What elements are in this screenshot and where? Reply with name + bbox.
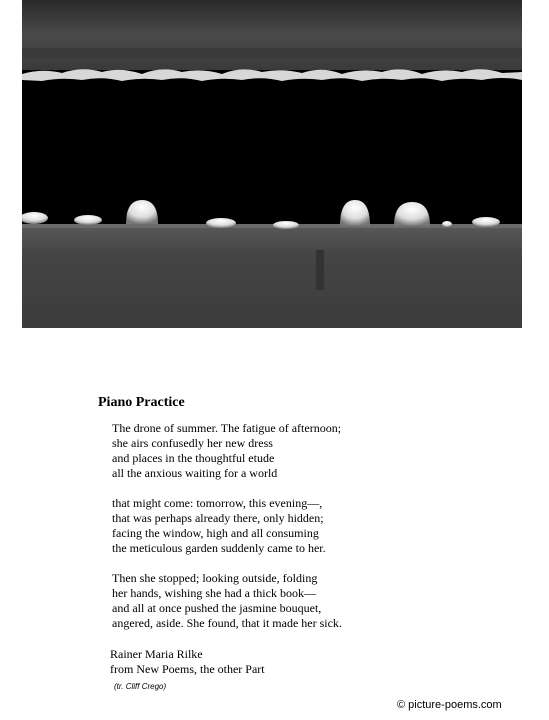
stanza-3 (112, 571, 342, 631)
translator-credit: (tr. Cliff Crego) (114, 682, 167, 691)
poem-line: and all at once pushed the jasmine bouquet, (112, 601, 322, 615)
poem-line: the meticulous garden suddenly came to her. (112, 541, 326, 555)
poem-line: she airs confusedly her new dress (112, 436, 273, 450)
source-line: from New Poems, the other Part (110, 662, 265, 676)
poem-body (112, 421, 342, 646)
stanza-1 (112, 421, 342, 481)
poem-line: angered, aside. She found, that it made her sick. (112, 616, 342, 630)
author-name: Rainer Maria Rilke (110, 647, 203, 661)
copyright-notice: © picture-poems.com (397, 699, 502, 711)
poem-line: facing the window, high and all consuming (112, 526, 319, 540)
poem-title: Piano Practice (98, 395, 185, 410)
stanza-2 (112, 496, 342, 556)
piano-keys-photo (22, 0, 522, 328)
poem-line: The drone of summer. The fatigue of afternoon; (112, 421, 342, 435)
attribution (110, 647, 265, 677)
poem-line: and places in the thoughtful etude (112, 451, 275, 465)
poem-line: Then she stopped; looking outside, folding (112, 571, 318, 585)
poem-line: all the anxious waiting for a world (112, 466, 278, 480)
poem-line: that might come: tomorrow, this evening—, (112, 496, 323, 510)
poem-line: her hands, wishing she had a thick book— (112, 586, 316, 600)
poem-line: that was perhaps already there, only hidden; (112, 511, 324, 525)
